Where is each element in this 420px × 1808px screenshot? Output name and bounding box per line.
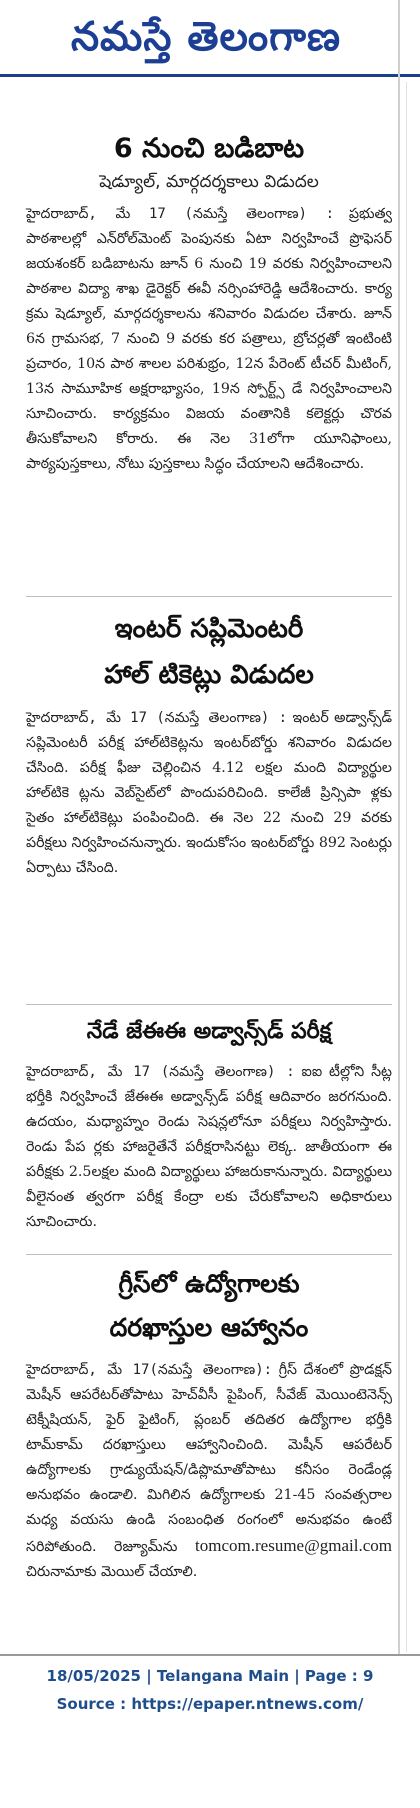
- article-inter-hall-tickets: [26, 606, 392, 881]
- article-text-end: చిరునామాకు మెయిల్ చేయాలి.: [26, 1564, 198, 1580]
- article-headline: నేడే జేఈఈ అడ్వాన్స్‌డ్ పరీక్ష: [86, 1019, 332, 1044]
- footer-date-page: 18/05/2025 | Telangana Main | Page : 9: [46, 1667, 374, 1685]
- article-body: [26, 706, 392, 881]
- article-badibata: [26, 130, 392, 477]
- article-jee-advanced: [26, 1012, 392, 1235]
- article-headline-line2: హాల్ టికెట్లు విడుదల: [104, 660, 314, 690]
- column-rule: [398, 0, 400, 1655]
- masthead-rule: [0, 74, 420, 77]
- article-greece-jobs: [26, 1262, 392, 1585]
- article-headline: 6 నుంచి బడిబాట: [113, 133, 305, 164]
- article-body: [26, 1060, 392, 1235]
- article-text: ప్రభుత్వ పాఠశాలల్లో ఎన్‌రోల్‌మెంట్ పెంపునకు ఏటా నిర్వహించే ప్రొఫెసర్ జయశంకర్ బడిబాటను జూన్ 6 నుంచి 19 వరకు నిర్వహించాలని పాఠశాల విద్యా శాఖ డైరెక్టర్ ఈవీ నర్సింహారెడ్డి ఆదేశించారు. కార్య క్రమ షెడ్యూల్, మార్గదర్శకాలను శనివారం విడుదల చేశారు. జూన్ 6న గ్రామసభ, 7 నుంచి 9 వరకు కర పత్రాలు, బ్రోచర్లతో ఇంటింటి ప్రచారం, 10న పాఠ శాలల పరిశుభ్రం, 12న పేరెంట్ టీచర్ మీటింగ్, 13న సామూహిక అక్షరాభ్యాసం, 19న స్పోర్ట్స్ డే నిర్వహించాలని సూచించారు. కార్యక్రమం విజయ వంతానికి కలెక్టర్లు చొరవ తీసుకోవాలని కోరారు. ఈ నెల 31లోగా యూనిఫాంలు, పాఠ్యపుస్తకాలు, నోటు పుస్తకాలు సిద్ధం చేయాలని ఆదేశించారు.: [26, 206, 392, 472]
- newspaper-logo: నమస్తే తెలంగాణ: [70, 14, 342, 60]
- masthead: [0, 0, 420, 82]
- article-dateline: హైదరాబాద్, మే 17 (నమస్తే తెలంగాణ) :: [26, 710, 288, 726]
- article-headline-line2: దరఖాస్తుల ఆహ్వానం: [109, 1313, 309, 1342]
- article-text: గ్రీస్ దేశంలో ప్రొడక్షన్ మెషీన్ ఆపరేటర్‌తోపాటు హెచ్‌వీసీ పైపింగ్, సీవేజ్ మెయింటెనెన్స్ టెక్నీషియన్, ఫైర్ ఫైటింగ్, ప్లంబర్ తదితర ఉద్యోగాల భర్తీకి టామ్‌కామ్ దరఖాస్తులు ఆహ్వానించింది. మెషీన్ ఆపరేటర్ ఉద్యోగాలకు గ్రాడ్యుయేషన్/డిప్లొమాతోపాటు కనీసం రెండేండ్ల అనుభవం ఉండాలి. మిగిలిన ఉద్యోగాలకు 21-45 సంవత్సరాల మధ్య వయసు ఉండి సంబంధిత రంగంలో అనుభవం ఉంటే సరిపోతుంది. రెజ్యూమ్‌ను: [26, 1362, 393, 1555]
- article-text: ఇంటర్ అడ్వాన్స్‌డ్ సప్లిమెంటరీ పరీక్ష హాల్‌టికెట్లను ఇంటర్‌బోర్డు శనివారం విడుదల చేసింది. పరీక్ష ఫీజు చెల్లించిన 4.12 లక్షల మంది విద్యార్థుల హాల్‌టికె ట్లను వెబ్‌సైట్‌లో పొందుపరిచింది. కాలేజీ ప్రిన్సిపా ళ్లకు సైతం హాల్‌టికెట్లు పంపించింది. ఈ నెల 22 నుంచి 29 వరకు పరీక్షలు నిర్వహించనున్నారు. ఇందుకోసం ఇంటర్‌బోర్డు 892 సెంటర్లు ఏర్పాటు చేసింది.: [26, 710, 393, 876]
- column-rule-inner: [406, 82, 407, 1652]
- article-headline-line1: గ్రీస్‌లో ఉద్యోగాలకు: [118, 1269, 300, 1298]
- footer-source: Source : https://epaper.ntnews.com/: [56, 1695, 364, 1713]
- article-text: ఐఐ టీల్లోని సీట్ల భర్తీకి నిర్వహించే జేఈఈ అడ్వాన్స్‌డ్ పరీక్ష ఆదివారం జరగనుంది. ఉదయం, మధ్యాహ్నం రెండు సెషన్లలోనూ పరీక్షలు నిర్వహిస్తారు. రెండు పేప ర్లకు హాజరైతేనే పరీక్షరాసినట్టు లెక్క. జాతీయంగా ఈ పరీక్షకు 2.5లక్షల మంది విద్యార్థులు హాజరుకానున్నారు. విద్యార్థులు వీలైనంత త్వరగా పరీక్ష కేంద్రా లకు చేరుకోవాలని అధికారులు సూచించారు.: [26, 1064, 392, 1230]
- article-separator: [26, 1004, 392, 1005]
- article-dateline: హైదరాబాద్, మే 17(నమస్తే తెలంగాణ):: [26, 1362, 273, 1378]
- footer: [0, 1662, 420, 1718]
- article-dateline: హైదరాబాద్, మే 17 (నమస్తే తెలంగాణ) :: [26, 1064, 295, 1080]
- article-body: [26, 1358, 392, 1585]
- article-email: tomcom.resume@gmail.com: [195, 1536, 392, 1555]
- article-headline-line1: ఇంటర్ సప్లిమెంటరీ: [114, 614, 304, 644]
- footer-rule: [0, 1654, 420, 1656]
- article-dateline: హైదరాబాద్, మే 17 (నమస్తే తెలంగాణ) :: [26, 206, 335, 222]
- article-separator: [26, 1254, 392, 1255]
- article-subhead: షెడ్యూల్, మార్గదర్శకాలు విడుదల: [99, 172, 319, 192]
- article-body: [26, 202, 392, 477]
- article-separator: [26, 596, 392, 597]
